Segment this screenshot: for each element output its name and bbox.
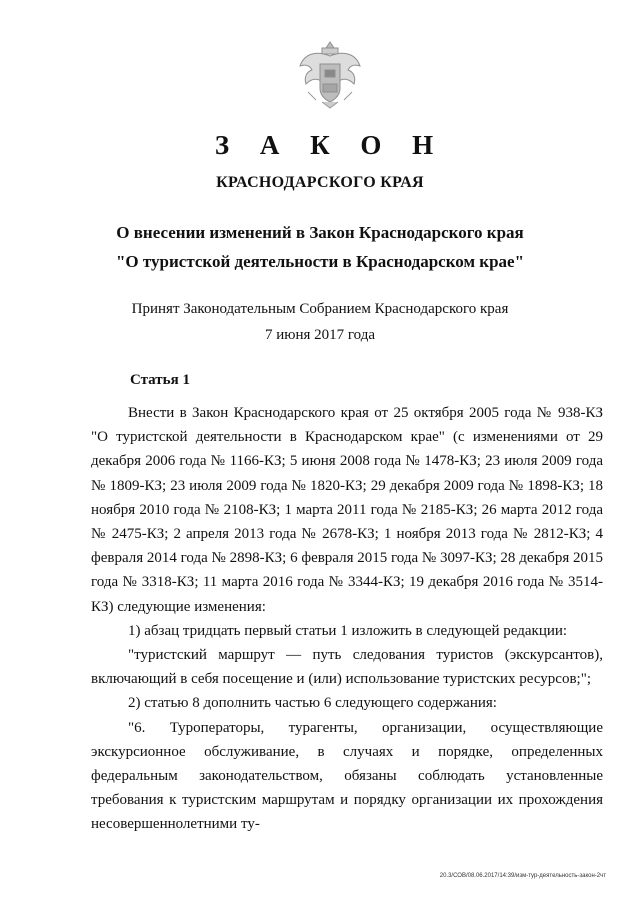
paragraph: 2) статью 8 дополнить частью 6 следующего содержания: xyxy=(128,695,497,712)
law-heading-line-2: "О туристской деятельности в Краснодарском крае" xyxy=(115,252,525,271)
paragraph: "туристский маршрут — путь следования туристов (экскурсантов), включающий в себя посещение и (или) использование туристских ресурсов;"; xyxy=(91,647,603,688)
paragraph: Внести в Закон Краснодарского края от 25 октября 2005 года № 938-КЗ "О туристской деятельности в Краснодарском крае" (с изменениями от 29 декабря 2006 года № 1166-КЗ; 5 июня 2008 года № 1478-КЗ; 23 июля 2009 года № 1809-КЗ; 23 июля 2009 года № 1820-КЗ; 29 декабря 2009 года № 1898-КЗ; 18 ноября 2010 года № 2108-КЗ; 1 марта 2011 года № 2185-КЗ; 26 марта 2012 года № 2475-КЗ; 2 апреля 2013 года № 2678-КЗ; 1 ноября 2013 года № 2812-КЗ; 4 февраля 2014 года № 2898-КЗ; 6 февраля 2015 года № 3097-КЗ; 28 декабря 2015 года № 3318-КЗ; 11 марта 2016 года № 3344-КЗ; 19 декабря 2016 года № 3514-КЗ) следующие изменения: xyxy=(91,405,603,615)
paragraph: 1) абзац тридцать первый статьи 1 изложить в следующей редакции: xyxy=(128,622,568,639)
document-title: З А К О Н xyxy=(214,130,446,160)
adopted-by-line: Принят Законодательным Собранием Краснодарского края xyxy=(131,301,509,317)
adopted-date: 7 июня 2017 года xyxy=(264,327,376,343)
document-code: 20.3/СОВ/08.06.2017/14:39/изм-тур-деятельность-закон-2чт xyxy=(439,873,606,879)
article-label: Статья 1 xyxy=(130,372,190,388)
coat-of-arms-icon xyxy=(296,40,364,110)
article-body xyxy=(91,401,603,837)
law-heading-line-1: О внесении изменений в Закон Краснодарского края xyxy=(116,223,524,242)
paragraph: "6. Туроператоры, турагенты, организации, осуществляющие экскурсионное обслуживание, в случаях и порядке, определенных федеральным законодательством, обязаны соблюдать установленные требования к туристским маршрутам и порядку организации их прохождения несовершеннолетними ту- xyxy=(91,719,603,833)
document-subtitle: КРАСНОДАРСКОГО КРАЯ xyxy=(216,174,424,191)
